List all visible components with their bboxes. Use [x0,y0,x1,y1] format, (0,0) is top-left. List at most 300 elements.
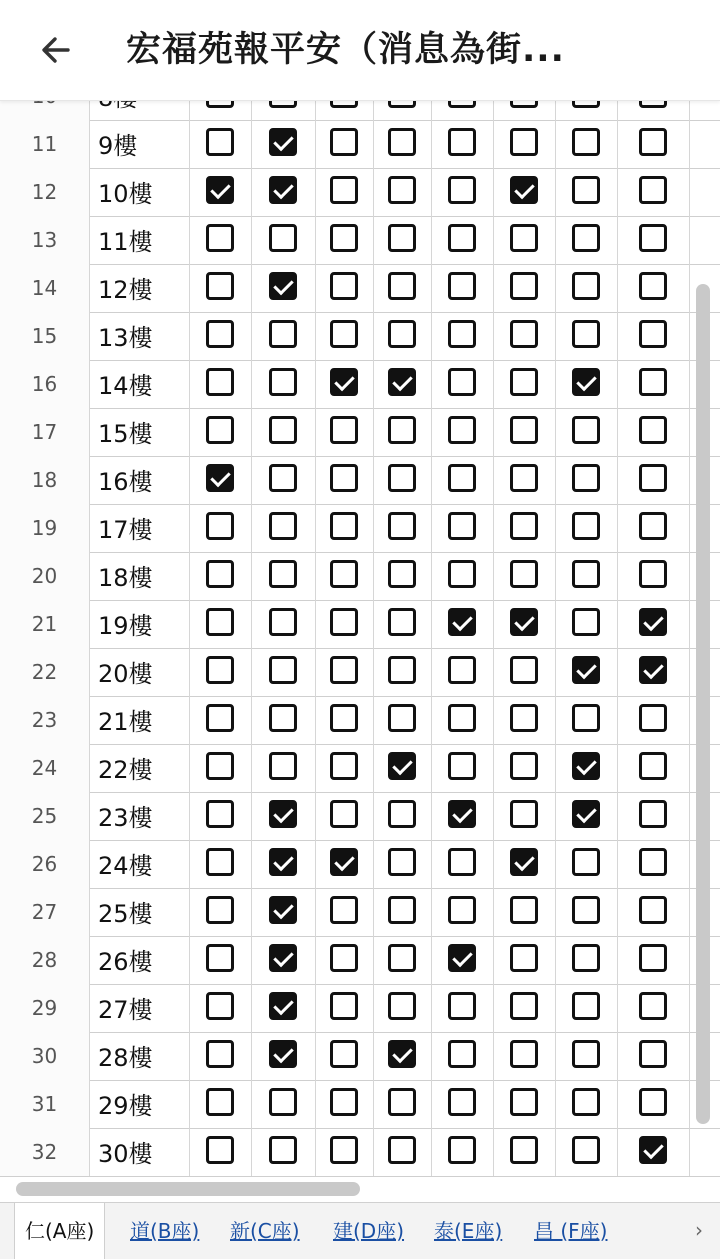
checkbox-unchecked[interactable] [330,608,358,636]
checkbox-unchecked[interactable] [330,464,358,492]
row-number: 16 [0,360,90,408]
checkbox-unchecked[interactable] [510,128,538,156]
checkbox-cell [374,600,432,648]
checkbox-unchecked[interactable] [572,1040,600,1068]
checkbox-cell [432,360,494,408]
checkbox-unchecked[interactable] [510,1040,538,1068]
checkbox-unchecked[interactable] [639,896,667,924]
checkbox-cell [618,744,690,792]
checkbox-checked[interactable] [269,800,297,828]
checkbox-unchecked[interactable] [639,848,667,876]
checkbox-unchecked[interactable] [388,656,416,684]
checkbox-cell [252,792,316,840]
sheet-tab[interactable]: 新(C座) [230,1219,300,1243]
checkbox-cell [252,888,316,936]
checkbox-unchecked[interactable] [330,896,358,924]
checkbox-cell [374,216,432,264]
checkbox-unchecked[interactable] [510,1088,538,1116]
checkbox-unchecked[interactable] [572,704,600,732]
checkbox-unchecked[interactable] [388,128,416,156]
floor-label: 27樓 [90,984,190,1032]
checkbox-cell [374,312,432,360]
checkbox-cell [432,456,494,504]
checkbox-unchecked[interactable] [639,320,667,348]
checkbox-unchecked[interactable] [510,272,538,300]
checkbox-unchecked[interactable] [269,752,297,780]
checkbox-cell [494,1032,556,1080]
checkbox-unchecked[interactable] [206,560,234,588]
floor-label: 24樓 [90,840,190,888]
checkbox-cell [316,264,374,312]
checkbox-unchecked[interactable] [510,512,538,540]
spreadsheet[interactable] [0,100,720,1174]
checkbox-unchecked[interactable] [206,512,234,540]
checkbox-checked[interactable] [388,752,416,780]
sheet-tab[interactable]: 昌 (F座) [534,1219,608,1243]
checkbox-cell [190,120,252,168]
checkbox-unchecked[interactable] [330,224,358,252]
table-row [0,1080,720,1129]
checkbox-cell [556,1032,618,1080]
checkbox-unchecked[interactable] [448,464,476,492]
floor-label: 12樓 [90,264,190,312]
checkbox-cell [190,1128,252,1176]
checkbox-unchecked[interactable] [206,656,234,684]
floor-label: 25樓 [90,888,190,936]
checkbox-unchecked[interactable] [448,992,476,1020]
checkbox-unchecked[interactable] [639,464,667,492]
checkbox-checked[interactable] [639,656,667,684]
checkbox-checked[interactable] [269,1040,297,1068]
checkbox-unchecked[interactable] [330,992,358,1020]
checkbox-cell [374,552,432,600]
checkbox-cell [618,984,690,1032]
checkbox-cell [494,648,556,696]
checkbox-unchecked[interactable] [448,512,476,540]
checkbox-unchecked[interactable] [639,416,667,444]
checkbox-checked[interactable] [639,608,667,636]
checkbox-unchecked[interactable] [639,800,667,828]
checkbox-cell [316,744,374,792]
checkbox-unchecked[interactable] [639,224,667,252]
floor-label: 22樓 [90,744,190,792]
checkbox-cell [618,504,690,552]
checkbox-unchecked[interactable] [330,176,358,204]
checkbox-unchecked[interactable] [269,1136,297,1164]
checkbox-unchecked[interactable] [330,272,358,300]
checkbox-unchecked[interactable] [448,1040,476,1068]
checkbox-unchecked[interactable] [330,1136,358,1164]
checkbox-unchecked[interactable] [388,464,416,492]
horizontal-scrollbar[interactable] [16,1182,360,1196]
checkbox-checked[interactable] [269,896,297,924]
checkbox-unchecked[interactable] [269,560,297,588]
checkbox-unchecked[interactable] [206,992,234,1020]
checkbox-unchecked[interactable] [330,944,358,972]
checkbox-cell [252,408,316,456]
checkbox-unchecked[interactable] [510,896,538,924]
checkbox-checked[interactable] [572,752,600,780]
checkbox-cell [494,168,556,216]
checkbox-cell [316,840,374,888]
checkbox-unchecked[interactable] [388,704,416,732]
checkbox-unchecked[interactable] [269,224,297,252]
checkbox-cell [494,264,556,312]
checkbox-unchecked[interactable] [388,224,416,252]
checkbox-unchecked[interactable] [639,992,667,1020]
checkbox-unchecked[interactable] [639,1040,667,1068]
checkbox-cell [432,792,494,840]
checkbox-unchecked[interactable] [388,1088,416,1116]
checkbox-unchecked[interactable] [330,800,358,828]
floor-label: 17樓 [90,504,190,552]
floor-label: 16樓 [90,456,190,504]
checkbox-cell [556,504,618,552]
checkbox-cell [374,408,432,456]
checkbox-unchecked[interactable] [330,128,358,156]
checkbox-unchecked[interactable] [206,224,234,252]
checkbox-unchecked[interactable] [448,176,476,204]
sheet-tab[interactable]: 仁(A座) [14,1203,105,1259]
floor-label: 11樓 [90,216,190,264]
checkbox-cell [432,984,494,1032]
checkbox-cell [556,408,618,456]
checkbox-unchecked[interactable] [269,1088,297,1116]
checkbox-cell [618,888,690,936]
checkbox-unchecked[interactable] [206,1040,234,1068]
checkbox-cell [494,984,556,1032]
checkbox-unchecked[interactable] [330,752,358,780]
checkbox-unchecked[interactable] [448,560,476,588]
checkbox-cell [190,984,252,1032]
row-number: 13 [0,216,90,264]
checkbox-checked[interactable] [572,368,600,396]
checkbox-unchecked[interactable] [510,320,538,348]
checkbox-unchecked[interactable] [206,896,234,924]
checkbox-cell [618,1032,690,1080]
checkbox-unchecked[interactable] [330,1088,358,1116]
checkbox-checked[interactable] [269,272,297,300]
checkbox-cell [316,312,374,360]
checkbox-checked[interactable] [206,464,234,492]
checkbox-checked[interactable] [448,608,476,636]
vertical-scrollbar[interactable] [696,284,710,1124]
checkbox-unchecked[interactable] [206,800,234,828]
checkbox-cell [190,264,252,312]
floor-label: 29樓 [90,1080,190,1128]
checkbox-unchecked[interactable] [206,752,234,780]
checkbox-checked[interactable] [572,656,600,684]
checkbox-unchecked[interactable] [206,608,234,636]
checkbox-unchecked[interactable] [269,704,297,732]
checkbox-unchecked[interactable] [510,464,538,492]
checkbox-unchecked[interactable] [206,320,234,348]
checkbox-unchecked[interactable] [572,464,600,492]
checkbox-unchecked[interactable] [510,704,538,732]
checkbox-unchecked[interactable] [388,272,416,300]
checkbox-unchecked[interactable] [388,512,416,540]
checkbox-unchecked[interactable] [448,224,476,252]
checkbox-cell [252,600,316,648]
checkbox-cell [374,696,432,744]
checkbox-unchecked[interactable] [448,704,476,732]
checkbox-unchecked[interactable] [448,1136,476,1164]
checkbox-unchecked[interactable] [572,128,600,156]
checkbox-unchecked[interactable] [639,512,667,540]
checkbox-cell [374,936,432,984]
checkbox-checked[interactable] [269,992,297,1020]
checkbox-unchecked[interactable] [388,800,416,828]
checkbox-cell [556,456,618,504]
table-row [0,888,720,937]
checkbox-unchecked[interactable] [572,608,600,636]
row-number: 23 [0,696,90,744]
checkbox-checked[interactable] [269,128,297,156]
sheet-tab-bar [0,1202,720,1259]
checkbox-cell [190,600,252,648]
checkbox-unchecked[interactable] [388,1136,416,1164]
checkbox-cell [432,744,494,792]
checkbox-unchecked[interactable] [572,224,600,252]
checkbox-unchecked[interactable] [572,944,600,972]
checkbox-cell [316,1128,374,1176]
checkbox-cell [374,1128,432,1176]
checkbox-unchecked[interactable] [572,1088,600,1116]
checkbox-cell [494,408,556,456]
checkbox-unchecked[interactable] [269,416,297,444]
checkbox-unchecked[interactable] [388,320,416,348]
checkbox-cell [494,120,556,168]
checkbox-unchecked[interactable] [448,656,476,684]
table-row [0,312,720,361]
checkbox-unchecked[interactable] [206,272,234,300]
checkbox-checked[interactable] [572,800,600,828]
table-row [0,552,720,601]
checkbox-checked[interactable] [206,176,234,204]
checkbox-unchecked[interactable] [572,512,600,540]
checkbox-unchecked[interactable] [639,368,667,396]
row-number: 30 [0,1032,90,1080]
checkbox-unchecked[interactable] [388,992,416,1020]
row-number: 22 [0,648,90,696]
checkbox-cell [316,360,374,408]
checkbox-checked[interactable] [510,176,538,204]
checkbox-checked[interactable] [330,848,358,876]
checkbox-unchecked[interactable] [206,704,234,732]
checkbox-unchecked[interactable] [448,896,476,924]
checkbox-cell [190,1032,252,1080]
checkbox-unchecked[interactable] [510,656,538,684]
checkbox-unchecked[interactable] [572,896,600,924]
checkbox-unchecked[interactable] [206,848,234,876]
checkbox-cell [252,552,316,600]
checkbox-unchecked[interactable] [572,272,600,300]
checkbox-unchecked[interactable] [510,800,538,828]
checkbox-unchecked[interactable] [639,1088,667,1116]
checkbox-cell [252,504,316,552]
checkbox-cell [374,264,432,312]
table-row [0,600,720,649]
checkbox-unchecked[interactable] [448,368,476,396]
checkbox-cell [556,936,618,984]
checkbox-checked[interactable] [330,368,358,396]
checkbox-unchecked[interactable] [269,320,297,348]
checkbox-checked[interactable] [269,944,297,972]
checkbox-cell [556,168,618,216]
row-number: 11 [0,120,90,168]
table-row [0,120,720,169]
checkbox-cell [190,552,252,600]
checkbox-unchecked[interactable] [572,320,600,348]
checkbox-unchecked[interactable] [269,368,297,396]
checkbox-unchecked[interactable] [388,944,416,972]
checkbox-unchecked[interactable] [388,416,416,444]
arrow-left-icon [38,32,74,68]
row-number: 31 [0,1080,90,1128]
row-number: 19 [0,504,90,552]
checkbox-unchecked[interactable] [269,464,297,492]
checkbox-unchecked[interactable] [206,1136,234,1164]
checkbox-unchecked[interactable] [448,416,476,444]
checkbox-unchecked[interactable] [572,848,600,876]
checkbox-unchecked[interactable] [510,752,538,780]
checkbox-cell [316,984,374,1032]
checkbox-unchecked[interactable] [572,560,600,588]
checkbox-unchecked[interactable] [269,512,297,540]
checkbox-cell [494,840,556,888]
sheet-tab[interactable]: 建(D座) [333,1219,405,1243]
checkbox-cell [494,312,556,360]
checkbox-cell [556,120,618,168]
checkbox-cell [252,1128,316,1176]
sheet-tab[interactable]: 道(B座) [130,1219,200,1243]
checkbox-unchecked[interactable] [388,608,416,636]
checkbox-unchecked[interactable] [388,560,416,588]
checkbox-unchecked[interactable] [510,944,538,972]
checkbox-cell [374,120,432,168]
checkbox-unchecked[interactable] [388,848,416,876]
checkbox-unchecked[interactable] [510,368,538,396]
checkbox-unchecked[interactable] [330,704,358,732]
checkbox-unchecked[interactable] [330,320,358,348]
checkbox-checked[interactable] [388,368,416,396]
chevron-right-icon[interactable]: › [695,1218,703,1242]
checkbox-cell [494,1080,556,1128]
checkbox-checked[interactable] [448,944,476,972]
checkbox-unchecked[interactable] [448,272,476,300]
checkbox-checked[interactable] [448,800,476,828]
checkbox-unchecked[interactable] [510,1136,538,1164]
checkbox-unchecked[interactable] [572,416,600,444]
checkbox-unchecked[interactable] [206,368,234,396]
back-button[interactable] [28,22,84,78]
checkbox-unchecked[interactable] [206,416,234,444]
row-number: 18 [0,456,90,504]
checkbox-unchecked[interactable] [448,320,476,348]
row-number: 26 [0,840,90,888]
page-title: 宏福苑報平安（消息為街... [126,30,565,70]
checkbox-cell [190,408,252,456]
checkbox-checked[interactable] [639,1136,667,1164]
checkbox-cell [618,456,690,504]
checkbox-unchecked[interactable] [448,752,476,780]
checkbox-cell [494,792,556,840]
checkbox-cell [494,936,556,984]
app-bar [0,0,720,101]
row-number: 12 [0,168,90,216]
checkbox-cell [252,216,316,264]
checkbox-unchecked[interactable] [206,944,234,972]
checkbox-unchecked[interactable] [639,128,667,156]
checkbox-unchecked[interactable] [639,176,667,204]
checkbox-checked[interactable] [510,848,538,876]
checkbox-checked[interactable] [388,1040,416,1068]
sheet-tab[interactable]: 泰(E座) [434,1219,503,1243]
checkbox-unchecked[interactable] [510,560,538,588]
checkbox-unchecked[interactable] [639,560,667,588]
checkbox-cell [432,696,494,744]
checkbox-cell [190,648,252,696]
checkbox-unchecked[interactable] [639,752,667,780]
checkbox-cell [432,1080,494,1128]
checkbox-cell [494,552,556,600]
checkbox-unchecked[interactable] [330,1040,358,1068]
checkbox-unchecked[interactable] [206,1088,234,1116]
checkbox-cell [618,792,690,840]
checkbox-unchecked[interactable] [330,560,358,588]
checkbox-unchecked[interactable] [330,512,358,540]
checkbox-unchecked[interactable] [448,1088,476,1116]
checkbox-unchecked[interactable] [448,848,476,876]
table-row [0,408,720,457]
checkbox-unchecked[interactable] [510,224,538,252]
checkbox-cell [556,888,618,936]
checkbox-unchecked[interactable] [206,128,234,156]
checkbox-checked[interactable] [510,608,538,636]
table-row [0,984,720,1033]
checkbox-checked[interactable] [269,176,297,204]
checkbox-unchecked[interactable] [330,416,358,444]
checkbox-unchecked[interactable] [639,944,667,972]
checkbox-cell [316,216,374,264]
checkbox-unchecked[interactable] [448,128,476,156]
checkbox-unchecked[interactable] [269,608,297,636]
checkbox-cell [374,1032,432,1080]
checkbox-unchecked[interactable] [639,704,667,732]
checkbox-unchecked[interactable] [572,992,600,1020]
checkbox-unchecked[interactable] [388,176,416,204]
checkbox-cell [374,840,432,888]
checkbox-unchecked[interactable] [269,656,297,684]
row-number: 27 [0,888,90,936]
checkbox-cell [252,168,316,216]
checkbox-unchecked[interactable] [572,176,600,204]
checkbox-cell [316,168,374,216]
floor-label: 14樓 [90,360,190,408]
checkbox-unchecked[interactable] [572,1136,600,1164]
checkbox-cell [316,792,374,840]
checkbox-cell [316,120,374,168]
checkbox-cell [252,1032,316,1080]
checkbox-checked[interactable] [269,848,297,876]
floor-label: 10樓 [90,168,190,216]
checkbox-unchecked[interactable] [639,272,667,300]
checkbox-unchecked[interactable] [510,992,538,1020]
row-number: 25 [0,792,90,840]
checkbox-unchecked[interactable] [330,656,358,684]
checkbox-unchecked[interactable] [510,416,538,444]
checkbox-unchecked[interactable] [388,896,416,924]
